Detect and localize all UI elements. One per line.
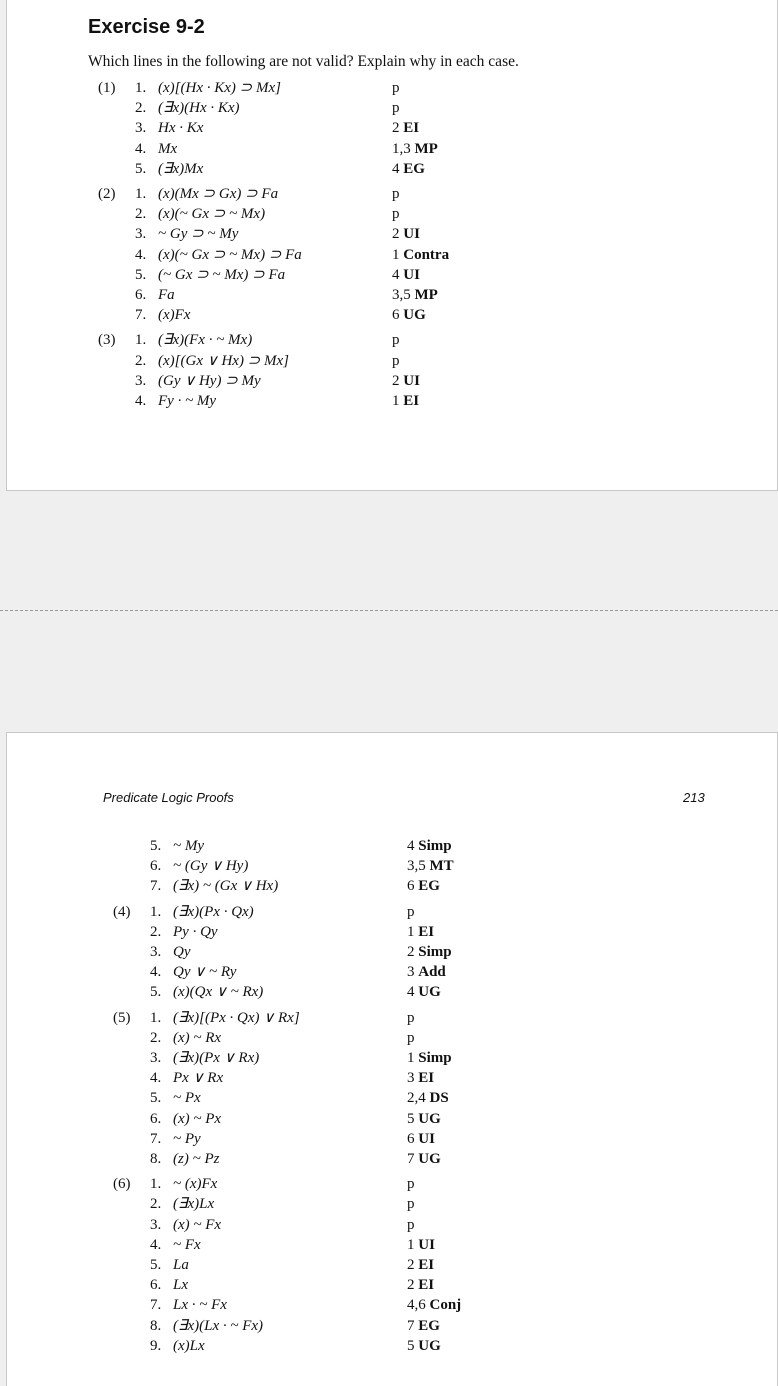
line-number: 7.	[150, 1130, 162, 1147]
line-number: 4.	[150, 964, 162, 981]
justification-lines: p	[392, 100, 400, 117]
line-number: 6.	[150, 858, 162, 875]
justification	[392, 371, 420, 391]
justification	[392, 159, 425, 179]
formula: (~ Gx ⊃ ~ Mx) ⊃ Fa	[158, 266, 286, 283]
formula: ~ Gy ⊃ ~ My	[158, 226, 239, 243]
justification-rule: UG	[418, 1337, 441, 1354]
justification-lines: 4	[407, 984, 415, 1001]
problem-label: (5)	[113, 1009, 131, 1026]
justification-lines: 1	[407, 1236, 415, 1253]
justification-rule: EG	[418, 1317, 440, 1334]
justification-lines: 1	[407, 1050, 415, 1066]
line-number: 8.	[150, 1151, 162, 1167]
justification	[407, 962, 446, 982]
justification-rule: Simp	[418, 838, 452, 854]
formula: (∃x) ~ (Gx ∨ Hx)	[173, 878, 279, 895]
justification-rule: Contra	[403, 246, 450, 263]
justification	[407, 1149, 441, 1169]
formula: (∃x)(Px · Qx)	[173, 903, 254, 920]
justification	[407, 1295, 461, 1315]
formula: ~ Px	[173, 1090, 201, 1107]
line-number: 5.	[135, 160, 147, 177]
formula: ~ Fx	[173, 1236, 201, 1253]
justification	[407, 982, 441, 1002]
justification	[392, 118, 419, 138]
formula: (x)(Qx ∨ ~ Rx)	[173, 984, 264, 1001]
justification-lines: 4,6	[407, 1297, 426, 1314]
justification-rule: Add	[418, 964, 446, 981]
justification-lines: 1	[407, 923, 415, 940]
justification-lines: 3,5	[407, 858, 426, 875]
justification	[407, 1129, 435, 1149]
formula: (x)Lx	[173, 1337, 205, 1354]
line-number: 2.	[135, 352, 147, 369]
justification	[392, 305, 426, 325]
justification-rule: EG	[418, 878, 440, 895]
justification-rule: MP	[414, 140, 438, 157]
justification-rule: EI	[418, 923, 435, 940]
formula: (x) ~ Fx	[173, 1216, 222, 1233]
formula: (x) ~ Px	[173, 1110, 222, 1127]
page-number: 213	[683, 790, 705, 805]
justification-lines: p	[407, 1029, 415, 1046]
formula: ~ My	[173, 838, 205, 854]
formula: Lx	[173, 1277, 188, 1294]
line-number: 6.	[150, 1277, 162, 1294]
line-number: 2.	[150, 1029, 162, 1046]
justification-lines: p	[392, 186, 400, 202]
page-213	[6, 732, 778, 1386]
justification-lines: p	[407, 1176, 415, 1193]
formula: (∃x)(Fx · ~ Mx)	[158, 332, 253, 349]
justification-rule: UI	[418, 1236, 435, 1253]
formula: ~ Py	[173, 1130, 201, 1147]
formula: (x)(~ Gx ⊃ ~ Mx)	[158, 206, 266, 223]
justification	[407, 1316, 440, 1336]
justification-lines: 6	[407, 1130, 415, 1147]
justification-rule: EI	[403, 393, 420, 409]
justification-lines: p	[392, 206, 400, 223]
justification	[407, 1008, 415, 1028]
page-exercise-9-2	[6, 0, 778, 491]
justification	[392, 330, 400, 350]
problem-label: (6)	[113, 1176, 131, 1193]
justification-rule: UG	[418, 1151, 441, 1167]
justification	[407, 1028, 415, 1048]
justification-lines: 2,4	[407, 1090, 426, 1107]
line-number: 6.	[150, 1110, 162, 1127]
formula: (z) ~ Pz	[173, 1151, 220, 1167]
line-number: 1.	[135, 332, 147, 349]
line-number: 8.	[150, 1317, 162, 1334]
justification-rule: UG	[418, 1110, 441, 1127]
formula: (x)(Mx ⊃ Gx) ⊃ Fa	[158, 186, 279, 202]
justification	[407, 1194, 415, 1214]
justification-rule: EI	[418, 1277, 435, 1294]
line-number: 5.	[150, 838, 162, 854]
justification	[407, 1174, 415, 1194]
problem-label: (4)	[113, 903, 131, 920]
justification	[392, 78, 400, 98]
justification	[407, 1048, 452, 1068]
justification-lines: 7	[407, 1151, 415, 1167]
problem-label: (1)	[98, 80, 116, 96]
line-number: 4.	[150, 1236, 162, 1253]
justification-lines: 7	[407, 1317, 415, 1334]
justification	[407, 902, 415, 922]
line-number: 3.	[150, 944, 162, 960]
justification-rule: Simp	[418, 1050, 452, 1066]
justification-lines: p	[392, 352, 400, 369]
justification-rule: EI	[418, 1070, 435, 1087]
justification-rule: UI	[418, 1130, 435, 1147]
line-number: 2.	[150, 923, 162, 940]
justification-lines: 4	[392, 160, 400, 177]
line-number: 2.	[135, 206, 147, 223]
formula: Fa	[158, 287, 175, 303]
formula: (x)(~ Gx ⊃ ~ Mx) ⊃ Fa	[158, 246, 302, 263]
line-number: 5.	[135, 266, 147, 283]
justification-lines: 3	[407, 1070, 415, 1087]
justification	[392, 184, 400, 204]
justification-lines: 5	[407, 1110, 415, 1127]
formula: La	[173, 1257, 189, 1273]
justification-lines: 2	[407, 1277, 415, 1294]
justification	[407, 1275, 434, 1295]
justification	[392, 204, 400, 224]
justification	[407, 1109, 441, 1129]
formula: Hx · Kx	[158, 120, 204, 137]
justification-rule: UG	[418, 984, 441, 1001]
justification-lines: 1,3	[392, 140, 411, 157]
running-head: Predicate Logic Proofs	[103, 790, 234, 805]
line-number: 3.	[135, 226, 147, 243]
line-number: 3.	[135, 372, 147, 389]
formula: Py · Qy	[173, 923, 218, 940]
formula: Lx · ~ Fx	[173, 1297, 227, 1314]
formula: (x) ~ Rx	[173, 1029, 222, 1046]
line-number: 1.	[135, 80, 147, 96]
justification	[407, 1235, 435, 1255]
line-number: 1.	[150, 1176, 162, 1193]
justification-lines: p	[407, 903, 415, 920]
justification	[392, 285, 438, 305]
justification-lines: 1	[392, 393, 400, 409]
line-number: 7.	[150, 1297, 162, 1314]
justification-lines: 2	[392, 372, 400, 389]
justification-rule: UI	[403, 372, 420, 389]
justification	[407, 1215, 415, 1235]
line-number: 5.	[150, 1257, 162, 1273]
justification-lines: p	[407, 1216, 415, 1233]
formula: ~ (x)Fx	[173, 1176, 218, 1193]
line-number: 3.	[150, 1050, 162, 1066]
justification-lines: 1	[392, 246, 400, 263]
justification	[392, 224, 420, 244]
formula: (∃x)[(Px · Qx) ∨ Rx]	[173, 1009, 300, 1026]
formula: (∃x)Lx	[173, 1196, 215, 1213]
justification-rule: MP	[414, 287, 438, 303]
line-number: 4.	[135, 246, 147, 263]
justification-rule: DS	[429, 1090, 449, 1107]
formula: ~ (Gy ∨ Hy)	[173, 858, 249, 875]
formula: (∃x)(Px ∨ Rx)	[173, 1050, 260, 1066]
justification-lines: 2	[407, 944, 415, 960]
justification	[392, 265, 420, 285]
justification	[407, 922, 434, 942]
justification	[407, 876, 440, 896]
formula: Fy · ~ My	[158, 393, 217, 409]
line-number: 2.	[135, 100, 147, 117]
line-number: 6.	[135, 287, 147, 303]
justification	[407, 836, 452, 856]
justification-rule: Simp	[418, 944, 452, 960]
justification-lines: 3	[407, 964, 415, 981]
justification-rule: UG	[403, 307, 426, 324]
formula: Px ∨ Rx	[173, 1070, 224, 1087]
justification-rule: EI	[418, 1257, 435, 1273]
line-number: 1.	[150, 1009, 162, 1026]
formula: (x)[(Hx · Kx) ⊃ Mx]	[158, 80, 281, 96]
formula: (x)[(Gx ∨ Hx) ⊃ Mx]	[158, 352, 289, 369]
line-number: 1.	[135, 186, 147, 202]
formula: (Gy ∨ Hy) ⊃ My	[158, 372, 261, 389]
page-divider	[0, 610, 778, 611]
formula: (∃x)(Hx · Kx)	[158, 100, 240, 117]
justification-lines: 2	[392, 226, 400, 243]
justification-rule: UI	[403, 266, 420, 283]
justification	[407, 1336, 441, 1356]
formula: Qy ∨ ~ Ry	[173, 964, 237, 981]
justification	[392, 98, 400, 118]
justification	[392, 351, 400, 371]
line-number: 2.	[150, 1196, 162, 1213]
line-number: 7.	[150, 878, 162, 895]
formula: (∃x)(Lx · ~ Fx)	[173, 1317, 264, 1334]
justification-lines: 4	[392, 266, 400, 283]
formula: Qy	[173, 944, 191, 960]
line-number: 4.	[135, 393, 147, 409]
line-number: 3.	[150, 1216, 162, 1233]
justification-lines: 5	[407, 1337, 415, 1354]
line-number: 1.	[150, 903, 162, 920]
justification-lines: 3,5	[392, 287, 411, 303]
justification	[407, 942, 452, 962]
formula: (x)Fx	[158, 307, 191, 324]
exercise-title: Exercise 9-2	[88, 16, 205, 38]
justification-lines: p	[407, 1196, 415, 1213]
justification	[392, 391, 419, 411]
line-number: 5.	[150, 984, 162, 1001]
instruction-text: Which lines in the following are not valid? Explain why in each case.	[88, 53, 519, 70]
justification	[407, 1088, 449, 1108]
justification	[407, 1255, 434, 1275]
line-number: 4.	[135, 140, 147, 157]
justification-lines: p	[392, 80, 400, 96]
justification-rule: UI	[403, 226, 420, 243]
justification	[407, 1068, 434, 1088]
line-number: 7.	[135, 307, 147, 324]
justification-rule: EI	[403, 120, 420, 137]
line-number: 5.	[150, 1090, 162, 1107]
justification-rule: MT	[429, 858, 454, 875]
justification-lines: p	[392, 332, 400, 349]
problem-label: (2)	[98, 186, 116, 202]
justification-rule: Conj	[429, 1297, 462, 1314]
problem-label: (3)	[98, 332, 116, 349]
justification	[392, 245, 449, 265]
justification-lines: 2	[407, 1257, 415, 1273]
justification-lines: 6	[392, 307, 400, 324]
line-number: 9.	[150, 1337, 162, 1354]
justification	[407, 856, 454, 876]
justification-lines: 4	[407, 838, 415, 854]
justification-rule: EG	[403, 160, 425, 177]
formula: (∃x)Mx	[158, 160, 204, 177]
justification-lines: 2	[392, 120, 400, 137]
line-number: 4.	[150, 1070, 162, 1087]
line-number: 3.	[135, 120, 147, 137]
formula: Mx	[158, 140, 178, 157]
justification	[392, 139, 438, 159]
justification-lines: p	[407, 1009, 415, 1026]
justification-lines: 6	[407, 878, 415, 895]
